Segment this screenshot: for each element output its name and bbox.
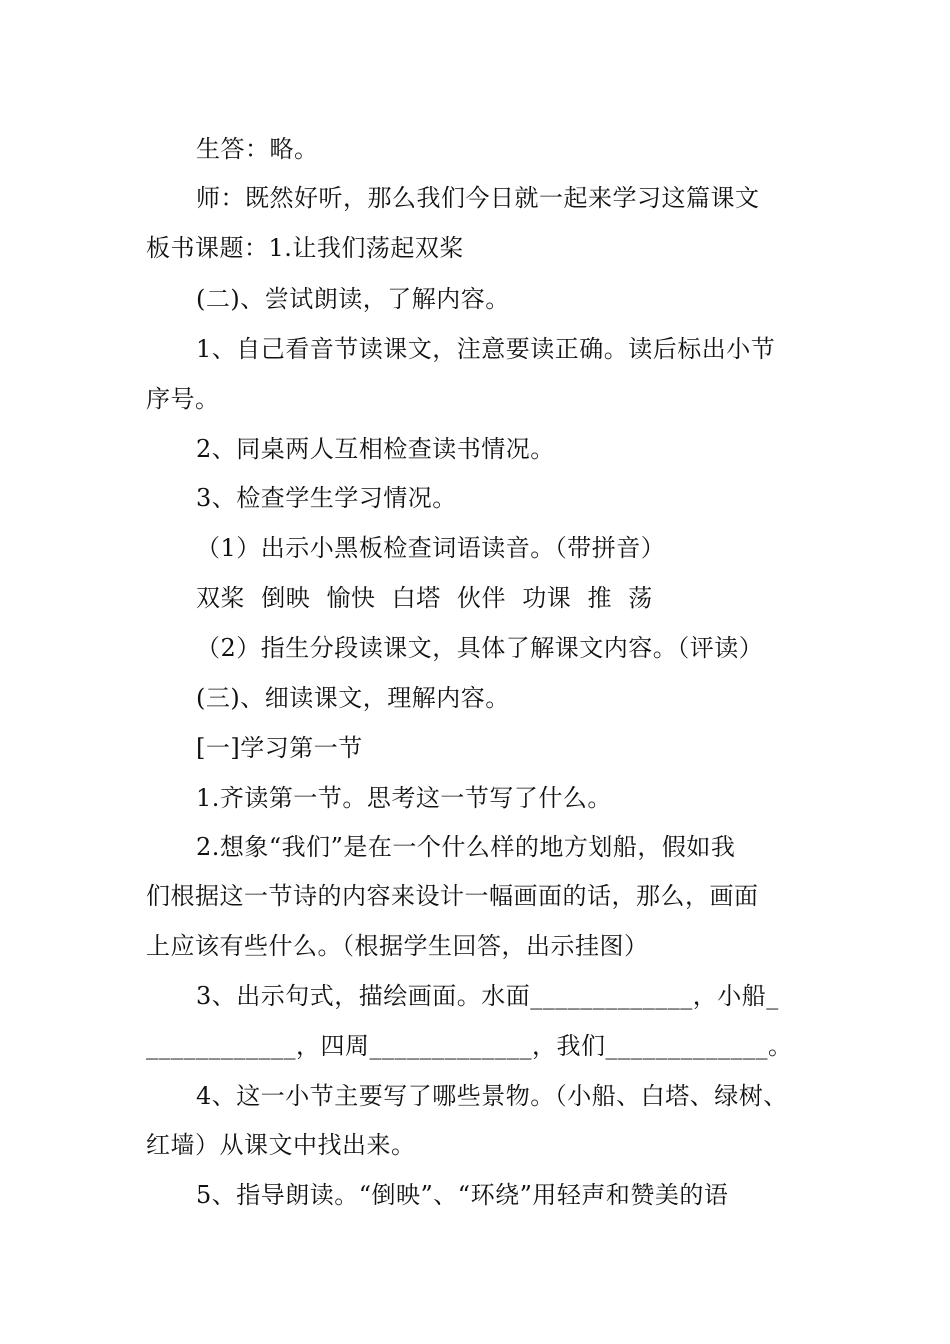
text-line: 生答：略。	[196, 135, 319, 163]
text-line: 5、指导朗读。“倒映”、“环绕”用轻声和赞美的语	[196, 1181, 729, 1209]
fill-in-line: ____________，四周_____________，我们_____________。	[146, 1032, 793, 1060]
text-line: 2.想象“我们”是在一个什么样的地方划船，假如我	[196, 833, 736, 861]
text-line: 2、同桌两人互相检查读书情况。	[196, 435, 555, 463]
text-line: 红墙）从课文中找出来。	[146, 1131, 416, 1159]
text-line: 板书课题：1.让我们荡起双桨	[146, 234, 464, 262]
text-line: （1）出示小黑板检查词语读音。（带拼音）	[196, 534, 666, 562]
text-line: （2）指生分段读课文，具体了解课文内容。（评读）	[196, 634, 764, 662]
text-line: (二)、尝试朗读，了解内容。	[196, 285, 510, 313]
text-line: 序号。	[146, 385, 220, 413]
fill-in-line: 3、出示句式，描绘画面。水面_____________，小船_	[196, 982, 779, 1010]
text-line: (三)、细读课文，理解内容。	[196, 684, 510, 712]
text-line: 1、自己看音节读课文，注意要读正确。读后标出小节	[196, 335, 776, 363]
text-line: 上应该有些什么。（根据学生回答，出示挂图）	[146, 932, 649, 960]
text-line: 们根据这一节诗的内容来设计一幅画面的话，那么，画面	[146, 882, 759, 910]
vocabulary-line: 双桨 倒映 愉快 白塔 伙伴 功课 推 荡	[196, 584, 653, 612]
text-line: 4、这一小节主要写了哪些景物。（小船、白塔、绿树、	[196, 1082, 788, 1110]
text-line: [一]学习第一节	[196, 734, 363, 762]
text-line: 师：既然好听，那么我们今日就一起来学习这篇课文	[196, 184, 760, 212]
text-line: 1.齐读第一节。思考这一节写了什么。	[196, 784, 612, 812]
text-line: 3、检查学生学习情况。	[196, 484, 457, 512]
